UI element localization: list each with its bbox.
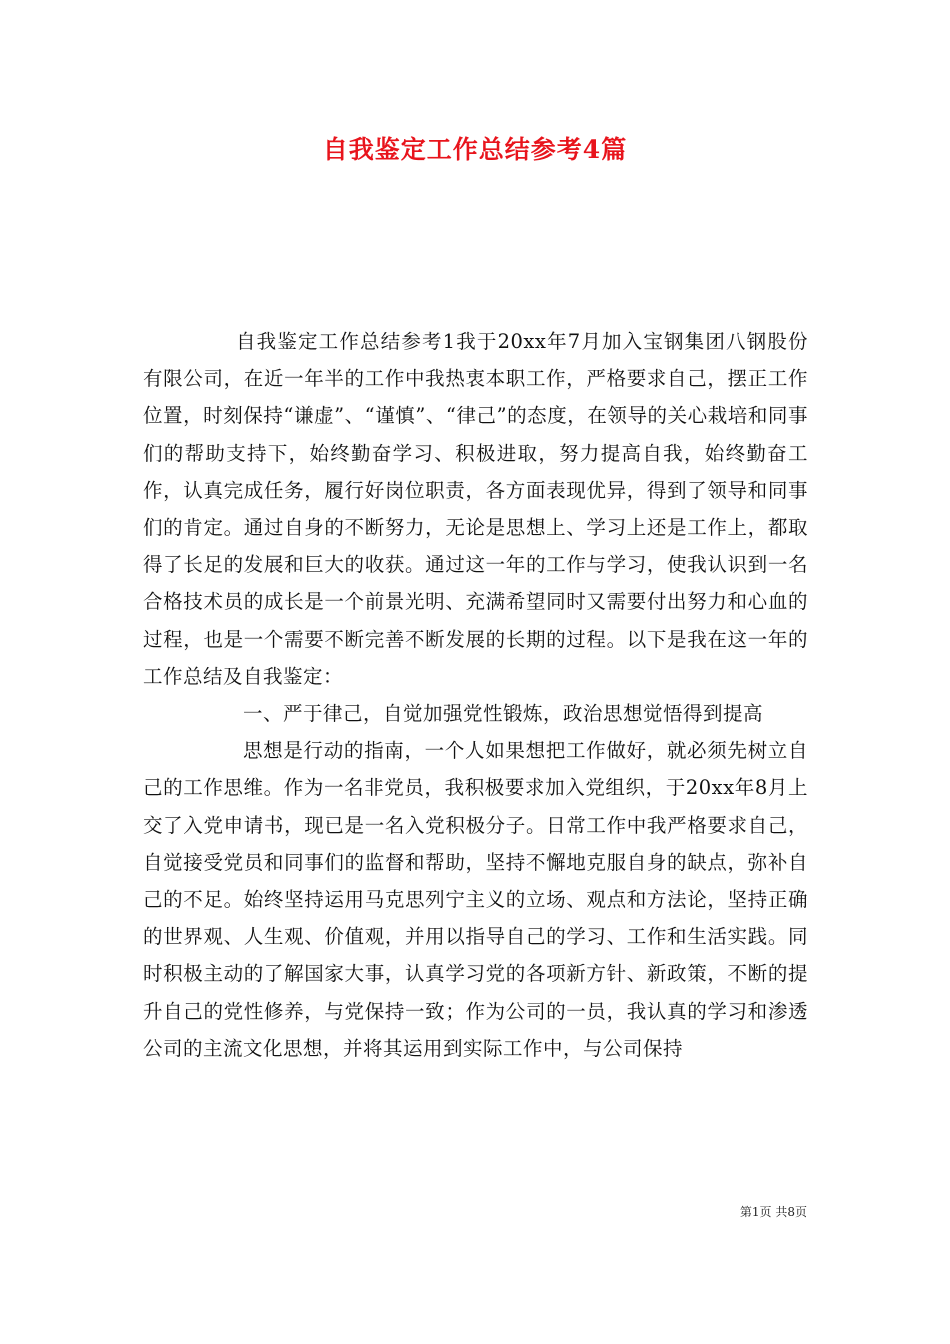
section-heading: 一、严于律己，自觉加强党性锻炼，政治思想觉悟得到提高 (243, 702, 764, 726)
section-paragraph: 思想是行动的指南，一个人如果想把工作做好，就必须先树立自己的工作思维。作为一名非党员，我积极要求加入党组织，于20xx年8月上交了入党申请书，现已是一名入党积极分子。日常工作中我严格要求自己，自觉接受党员和同事们的监督和帮助，坚持不懈地克服自身的缺点，弥补自己的不足。始终坚持运用马克思列宁主义的立场、观点和方法论，坚持正确的世界观、人生观、价值观，并用以指导自己的学习、工作和生活实践。同时积极主动的了解国家大事，认真学习党的各项新方针、新政策，不断的提升自己的党性修养，与党保持一致；作为公司的一员，我认真的学习和渗透公司的主流文化思想，并将其运用到实际工作中，与公司保持 (143, 739, 808, 1060)
intro-paragraph: 自我鉴定工作总结参考1我于20xx年7月加入宝钢集团八钢股份有限公司，在近一年半的工作中我热衷本职工作，严格要求自己，摆正工作位置，时刻保持“谦虚”、“谨慎”、“律己”的态度，在领导的关心栽培和同事们的帮助支持下，始终勤奋学习、积极进取，努力提高自我，始终勤奋工作，认真完成任务，履行好岗位职责，各方面表现优异，得到了领导和同事们的肯定。通过自身的不断努力，无论是思想上、学习上还是工作上，都取得了长足的发展和巨大的收获。通过这一年的工作与学习，使我认识到一名合格技术员的成长是一个前景光明、充满希望同时又需要付出努力和心血的过程，也是一个需要不断完善不断发展的长期的过程。以下是我在这一年的工作总结及自我鉴定： (143, 330, 808, 688)
page-number-footer: 第1页 共8页 (739, 1205, 807, 1219)
document-body (143, 323, 808, 1067)
document-title: 自我鉴定工作总结参考4篇 (322, 135, 628, 164)
